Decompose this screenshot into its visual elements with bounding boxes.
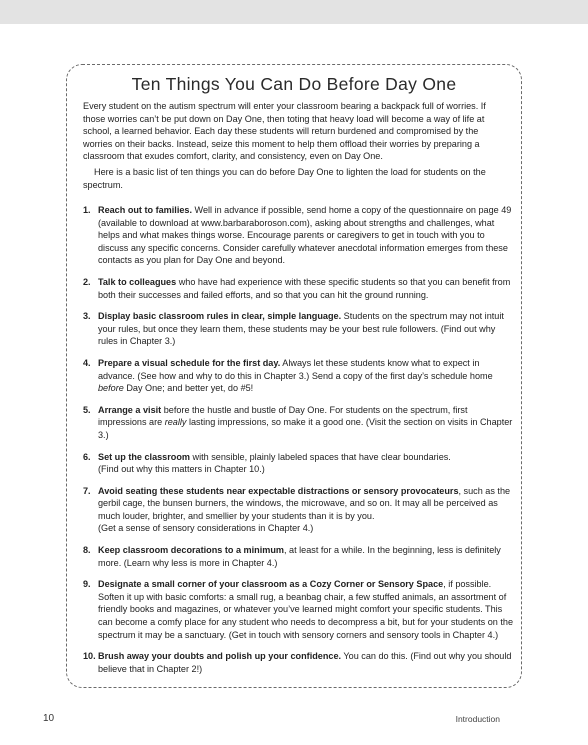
item-text: , if possible. Soften it up with basic comforts: a small rug, a beanbag chair, a few stuffed animals, an assortment of friendly books and magazines, or whatever you’ve learned might comfort your specific students. This can become a comfy place for any student who needs to decompress a bit, but for your students on the spectrum it may be a sanctuary. (Get in touch with sensory corners and sensory tools in Chapter 4.) (98, 579, 514, 640)
top-band (0, 0, 588, 24)
item-number: 10. (83, 651, 96, 662)
item-number: 5. (83, 404, 91, 415)
item-text: before (98, 383, 124, 394)
item-text: , at least for a while. In the beginning, less is definitely more. (Learn why less is more in Chapter 4.) (98, 545, 501, 568)
item-text: , such as the gerbil cage, the bunsen burners, the windows, the microwave, and so on. It may all be perceived as much louder, brighter, and smellier by your students than it is by you. (98, 485, 511, 521)
list-item (83, 485, 513, 535)
page-number: 10 (43, 713, 55, 724)
list-item (83, 276, 513, 301)
item-text: Well in advance if possible, send home a copy of the questionnaire on page 49 (available to download at www.barbaraboroson.com), asking about strengths and challenges, what helps and what makes things worse. Encourage parents or caregivers to get in touch with you to discuss any specific concerns. Consider carefully whatever anecdotal information emerges from these contacts as you plan for Day One and beyond. (98, 205, 512, 266)
item-text: (Get a sense of sensory considerations in Chapter 4.) (98, 523, 314, 534)
ten-things-list (83, 204, 513, 684)
item-heading: Avoid seating these students near expectable distractions or sensory provocateurs (98, 485, 459, 496)
list-item (83, 310, 513, 348)
item-text: who have had experience with these specific students so that you can benefit from both their successes and failed efforts, and so that you can hit the ground running. (98, 276, 511, 300)
item-text: Students on the spectrum may not intuit your rules, but once they learn them, these students may be your best rule followers. (Find out why rules in Chapter 3.) (98, 311, 504, 347)
item-number: 1. (83, 205, 91, 215)
list-item (83, 650, 513, 675)
item-heading: Display basic classroom rules in clear, simple language. (98, 311, 342, 322)
item-heading: Set up the classroom (98, 451, 190, 462)
item-number: 7. (83, 485, 91, 496)
item-number: 6. (83, 451, 91, 462)
list-item (83, 578, 513, 641)
list-item (83, 404, 513, 442)
item-heading: Talk to colleagues (98, 276, 177, 287)
item-heading: Reach out to families. (98, 205, 192, 215)
item-number: 8. (83, 545, 91, 556)
item-text: really (164, 417, 187, 428)
list-item (83, 451, 513, 476)
section-name: Introduction (455, 714, 500, 724)
list-item (83, 544, 513, 569)
item-heading: Prepare a visual schedule for the first day. (98, 357, 281, 368)
item-number: 2. (83, 276, 91, 287)
list-item (83, 204, 513, 267)
item-heading: Arrange a visit (98, 404, 162, 415)
item-text: Day One; and better yet, do #5! (123, 383, 254, 394)
item-text: You can do this. (Find out why you should believe that in Chapter 2!) (98, 651, 512, 674)
item-number: 9. (83, 579, 91, 590)
item-text: before the hustle and bustle of Day One. For students on the spectrum, first impressions are (98, 404, 468, 428)
item-heading: Brush away your doubts and polish up your confidence. (98, 651, 342, 662)
list-item (83, 357, 513, 395)
item-text: with sensible, plainly labeled spaces that have clear boundaries. (189, 451, 451, 462)
item-text: lasting impressions, so make it a good one. (Visit the section on visits in Chapter 3.) (98, 417, 513, 440)
intro-paragraph: Here is a basic list of ten things you can do before Day One to lighten the load for students on the spectrum. (83, 167, 486, 190)
item-number: 3. (83, 311, 91, 322)
intro-paragraph: Every student on the autism spectrum will enter your classroom bearing a backpack full of worries. If those worries can’t be put down on Day One, then toting that heavy load will become a way of life at school, a learned behavior. Each day these students will return burdened and compromised by the worries on their backs. Instead, seize this moment to help them offload their worries by preparing a classroom that exudes comfort, clarity, and consistency, even on Day One. (83, 101, 486, 162)
item-heading: Keep classroom decorations to a minimum (98, 545, 284, 556)
item-text: (Find out why this matters in Chapter 10.) (98, 464, 265, 475)
page-title: Ten Things You Can Do Before Day One (131, 74, 457, 94)
item-text: Always let these students know what to expect in advance. (See how and why to do this in Chapter 3.) Send a copy of the first day’s schedule home (98, 357, 493, 381)
item-heading: Designate a small corner of your classroom as a Cozy Corner or Sensory Space (98, 579, 444, 590)
item-number: 4. (83, 357, 91, 368)
